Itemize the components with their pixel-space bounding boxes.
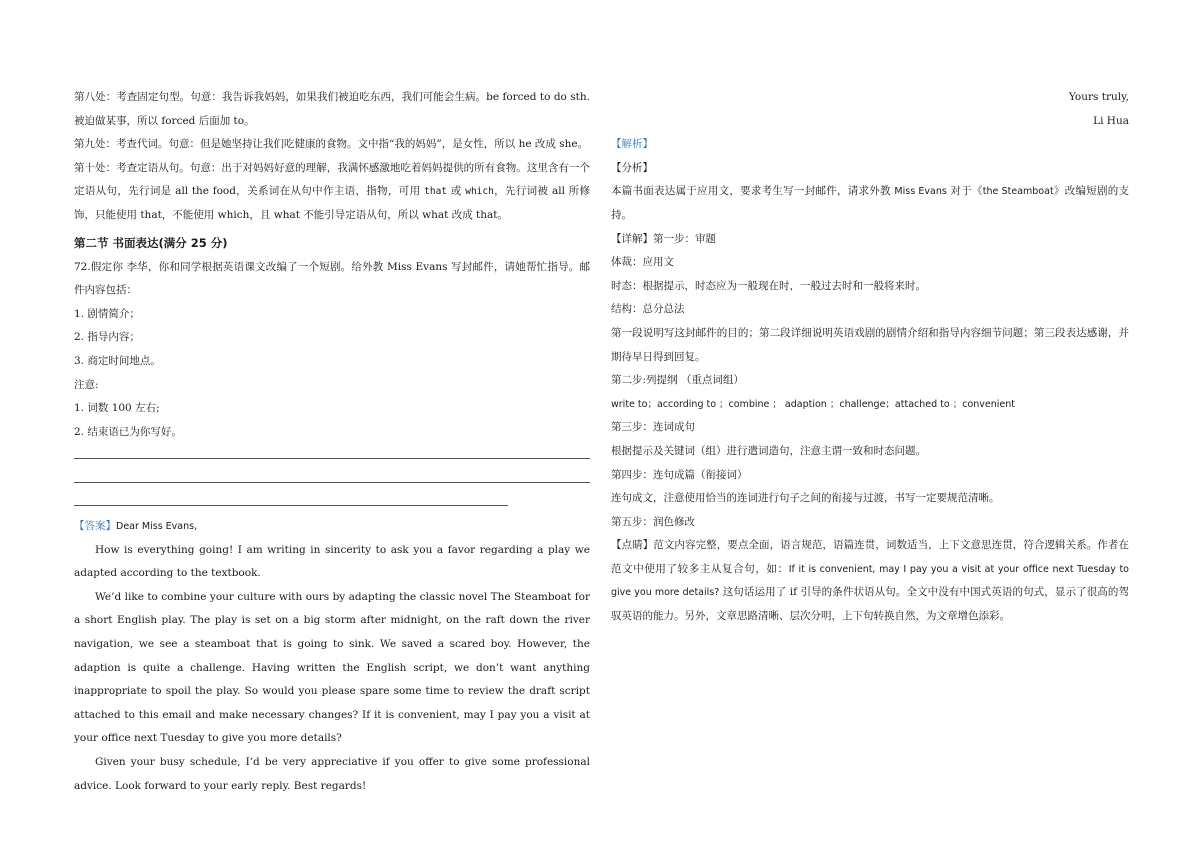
answer-start [74, 515, 590, 539]
fenxi-text [611, 180, 1129, 227]
greeting: Dear Miss Evans, [116, 521, 198, 533]
comment [611, 534, 1129, 628]
fenxi-text-c: 对于《 [946, 185, 983, 198]
explanation-10-that: that [424, 186, 448, 198]
explanation-10-which: which [465, 186, 494, 198]
comment-example: If it is convenient, may I pay you a visit at your office next Tuesday to give you more details? [611, 563, 1129, 599]
fenxi-text-e: 》改编短剧的支持。 [611, 185, 1130, 221]
explanation-10-text-a: 第十处：考查定语从句。句意：出于对妈妈好意的理解，我满怀感激地吃着妈妈提供的所有食物。这里含有一个定语从句，先行词是 all the food，关系词在从句中作主语，指物，可用 [74, 161, 590, 198]
fenxi-text-a: 本篇书面表达属于应用文，要求考生写一封邮件，请求外教 [611, 185, 895, 198]
right-column [611, 86, 1129, 629]
key-phrases: write to；according to ；combine ； adaption ；challenge；attached to ；convenient [611, 398, 1015, 410]
explanation-9: 第九处：考查代词。句意：但是她坚持让我们吃健康的食物。文中指“我的妈妈”，是女性，所以 he 改成 she。 [74, 138, 589, 151]
tense: 时态：根据提示，时态应为一般现在时，一般过去时和一般将来时。 [611, 279, 926, 292]
analysis-tag: 【解析】 [611, 138, 653, 151]
content-item: 1. 剧情简介； [74, 307, 140, 320]
fenxi-label: 【分析】 [611, 161, 653, 174]
note-item: 1. 词数 100 左右; [74, 402, 160, 415]
answer-line [74, 468, 590, 492]
fenxi-text-b: Miss Evans [894, 186, 947, 198]
note-item: 2. 结束语已为你写好。 [74, 425, 182, 438]
left-column [74, 86, 590, 798]
step-2: 第二步:列提纲 （重点词组） [611, 374, 744, 387]
step-3-text: 根据提示及关键词（组）进行遣词造句，注意主谓一致和时态问题。 [611, 444, 926, 457]
answer-paragraph-3: Given your busy schedule, I’d be very appreciative if you offer to give some professional advice. Look forward to your early reply. Best regards! [74, 756, 590, 792]
comment-text-a: 【点睛】范文内容完整，要点全面，语言规范，语篇连贯，词数适当，上下文意思连贯，符合逻辑关系。作者在范文中使用了较多主从复合句，如： [611, 539, 1129, 575]
answer-paragraph-2: We’d like to combine your culture with ours by adapting the classic novel The Steamboat for a short English play. The play is set on a big storm after midnight, on the raft down the river navigation, we see a steamboat that is going to sink. We saved a scared boy. However, the adaption is quite a challenge. Having written the English script, we don’t want anything inappropriate to spoil the play. So would you please spare some time to review the draft script attached to this email and make necessary changes? If it is convenient, may I pay you a visit at your office next Tuesday to give you more details? [74, 590, 590, 745]
explanation-10-text-c: ，先行词被 all 所修饰，只能使用 that，不能使用 which，且 what 不能引导定语从句，所以 what 改成 that。 [74, 185, 590, 221]
detail-label: 【详解】第一步：审题 [611, 232, 716, 245]
explanation-10-text-b: 或 [447, 185, 466, 198]
answer-line [74, 444, 590, 468]
explanation-8: 第八处：考查固定句型。句意：我告诉我妈妈，如果我们被迫吃东西，我们可能会生病。be forced to do sth.被迫做某事，所以 forced 后面加 to。 [74, 91, 590, 127]
structure: 结构：总分总法 [611, 303, 685, 316]
content-item: 3. 商定时间地点。 [74, 354, 161, 367]
step-4: 第四步：连句成篇（衔接词） [611, 468, 748, 481]
genre: 体裁：应用文 [611, 256, 674, 269]
section-heading: 第二节 书面表达(满分 25 分) [74, 235, 228, 250]
fenxi-text-d: the Steamboat [982, 186, 1054, 198]
step-3: 第三步：连词成句 [611, 421, 695, 434]
closing: Yours truly, [1068, 91, 1129, 103]
note-label: 注意: [74, 378, 99, 391]
step-4-text: 连句成文，注意使用恰当的连词进行句子之间的衔接与过渡，书写一定要规范清晰。 [611, 492, 1000, 505]
explanation-10 [74, 157, 590, 228]
answer-tag: 【答案】 [74, 520, 116, 533]
question-prompt: 72.假定你 李华，你和同学根据英语课文改编了一个短剧。给外教 Miss Evans 写封邮件，请她帮忙指导。邮件内容包括： [74, 260, 590, 297]
answer-line [74, 492, 590, 516]
signature: Li Hua [1093, 114, 1129, 127]
content-item: 2. 指导内容； [74, 331, 140, 344]
step-5: 第五步：润色修改 [611, 515, 695, 528]
comment-text-b: 这句话运用了 if 引导的条件状语从句。全文中没有中国式英语的句式，显示了很高的驾驭英语的能力。另外，文章思路清晰、层次分明，上下句转换自然，为文章增色添彩。 [611, 586, 1129, 623]
outline: 第一段说明写这封邮件的目的；第二段详细说明英语戏剧的剧情介绍和指导内容细节问题；第三段表达感谢，并期待早日得到回复。 [611, 326, 1129, 363]
answer-paragraph-1: How is everything going! I am writing in sincerity to ask you a favor regarding a play we adapted according to the textbook. [74, 543, 590, 580]
